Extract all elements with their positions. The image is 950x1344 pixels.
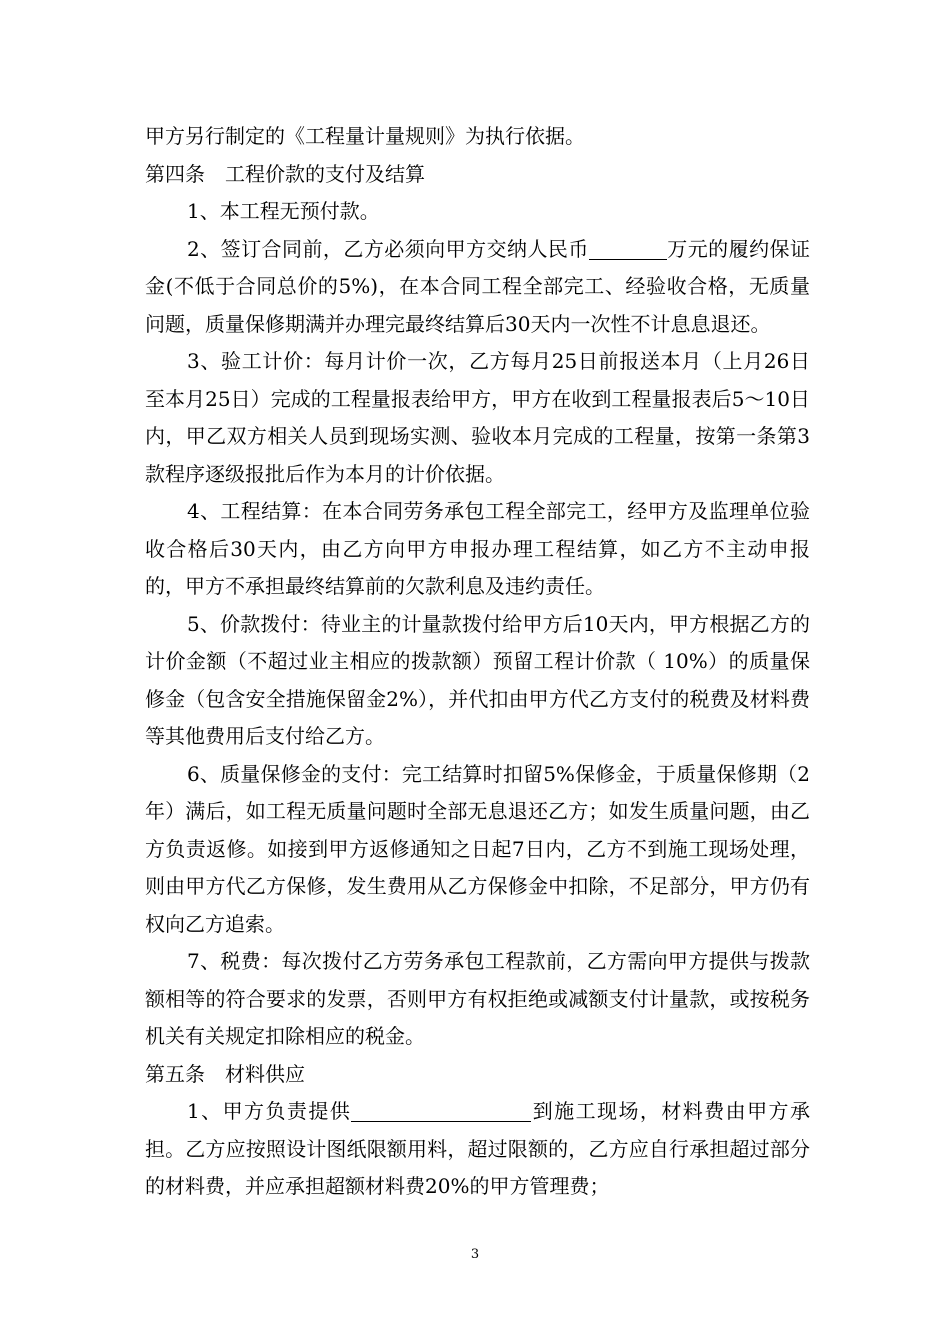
paragraph-no-prepayment: 1、本工程无预付款。 [187,199,380,223]
page-number: 3 [470,1247,480,1262]
heading-article-4: 第四条 工程价款的支付及结算 [145,161,425,186]
bond-text-after: 万元的履约保证金(不低于合同总价的5%)，在本合同工程全部完工、经验收合格，无质量问题，质量保修期满并办理完最终结算后30天内一次性不计息息退还。 [145,236,810,336]
paragraph-taxes: 7、税费：每次拨付乙方劳务承包工程款前，乙方需向甲方提供与拨款额相等的符合要求的发票，否则甲方有权拒绝或减额支付计量款，或按税务机关有关规定扣除相应的税金。 [145,949,810,1048]
contract-body [145,118,810,1206]
bond-amount-blank[interactable] [589,237,667,260]
paragraph-warranty-deposit: 6、质量保修金的支付：完工结算时扣留5%保修金，于质量保修期（2年）满后，如工程无质量问题时全部无息退还乙方；如发生质量问题，由乙方负责返修。如接到甲方返修通知之日起7日内，乙方不到施工现场处理，则由甲方代乙方保修，发生费用从乙方保修金中扣除，不足部分，甲方仍有权向乙方追索。 [145,761,810,936]
paragraph-material-supply [145,1093,810,1206]
material-text-after: 到施工现场，材料费由甲方承担。乙方应按照设计图纸限额用料，超过限额的，乙方应自行承担超过部分的材料费，并应承担超额材料费20%的甲方管理费； [145,1099,811,1198]
bond-text-before: 2、签订合同前，乙方必须向甲方交纳人民币 [187,236,589,261]
paragraph-final-settlement: 4、工程结算：在本合同劳务承包工程全部完工，经甲方及监理单位验收合格后30天内，由乙方向甲方申报办理工程结算，如乙方不主动申报的，甲方不承担最终结算前的欠款利息及违约责任。 [145,499,810,598]
material-text-before: 1、甲方负责提供 [187,1099,352,1123]
paragraph-payment: 5、价款拨付：待业主的计量款拨付给甲方后10天内，甲方根据乙方的计价金额（不超过业主相应的拨款额）预留工程计价款（ 10%）的质量保修金（包含安全措施保留金2%），并代扣由甲方代乙方支付的税费及材料费等其他费用后支付给乙方。 [145,611,810,748]
paragraph-performance-bond [145,231,810,344]
heading-article-5: 第五条 材料供应 [145,1061,305,1086]
paragraph-monthly-valuation: 3、验工计价：每月计价一次，乙方每月25日前报送本月（上月26日至本月25日）完成的工程量报表给甲方，甲方在收到工程量报表后5～10日内，甲乙双方相关人员到现场实测、验收本月完成的工程量，按第一条第3款程序逐级报批后作为本月的计价依据。 [145,349,810,486]
paragraph-rules-basis: 甲方另行制定的《工程量计量规则》为执行依据。 [145,124,585,148]
material-blank[interactable] [351,1099,531,1122]
